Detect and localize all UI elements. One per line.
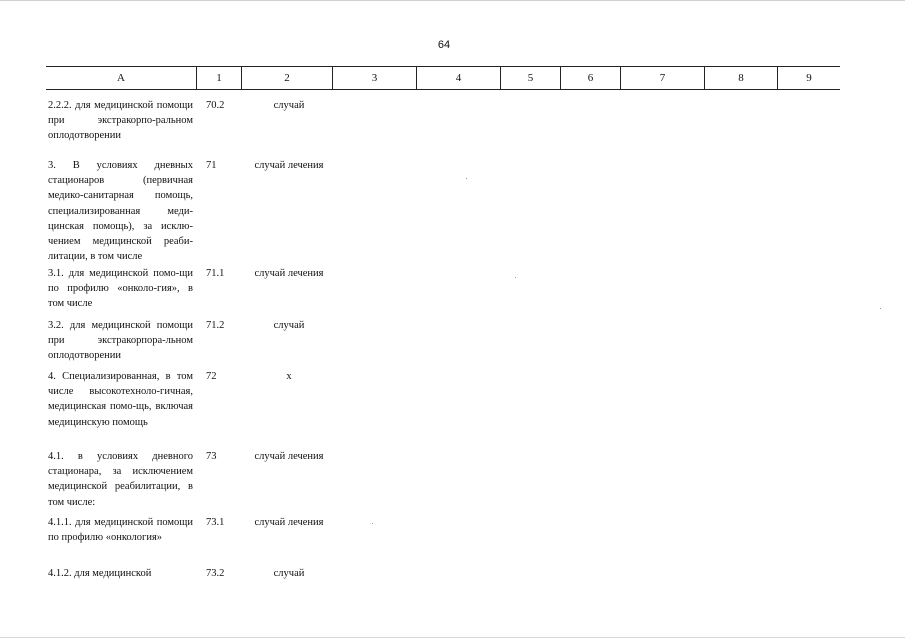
row-code: 71 <box>206 160 217 171</box>
scan-bottom-edge <box>0 637 905 638</box>
row-unit: случай лечения <box>254 517 324 528</box>
row-label: 3.2. для медицинской помощи при экстракорпора-льном оплодотворении <box>48 320 193 362</box>
row-code: 71.2 <box>206 320 225 331</box>
row-label: 4.1.2. для медицинской <box>48 568 152 579</box>
row-unit: x <box>286 371 292 382</box>
header-col-1: 1 <box>197 67 242 89</box>
header-col-3: 3 <box>333 67 417 89</box>
row-label: 3.1. для медицинской помо-щи по профилю «онколо-гия», в том числе <box>48 268 193 310</box>
row-label: 4.1.1. для медицинской помощи по профилю «онкология» <box>48 517 193 544</box>
row-label: 4.1. в условиях дневного стационара, за исключением медицинской реабилитации, в том числе: <box>48 451 193 508</box>
header-col-6: 6 <box>561 67 621 89</box>
row-unit: случай лечения <box>254 160 324 171</box>
header-col-4: 4 <box>417 67 501 89</box>
row-code: 72 <box>206 371 217 382</box>
row-code: 73.2 <box>206 568 225 579</box>
header-col-a: А <box>46 67 197 89</box>
header-col-8: 8 <box>705 67 778 89</box>
page-number: 64 <box>437 39 451 51</box>
scan-speck <box>880 308 881 309</box>
row-code: 71.1 <box>206 268 225 279</box>
scan-speck <box>515 277 516 278</box>
row-code: 73 <box>206 451 217 462</box>
row-code: 70.2 <box>206 100 225 111</box>
row-unit: случай <box>273 100 305 111</box>
scan-speck <box>466 178 467 179</box>
row-label: 3. В условиях дневных стационаров (первичная медико-санитарная помощь, специализированная меди-цинская помощь), за исклю-чением медицинской реаби-литации, в том числе <box>48 160 193 263</box>
row-unit: случай <box>273 568 305 579</box>
row-label: 4. Специализированная, в том числе высокотехноло-гичная, медицинская помо-щь, включая медицинскую помощь <box>48 371 193 428</box>
row-unit: случай лечения <box>254 451 324 462</box>
header-col-2: 2 <box>242 67 333 89</box>
row-code: 73.1 <box>206 517 225 528</box>
table-header <box>46 66 840 90</box>
scan-top-edge <box>0 0 905 1</box>
row-unit: случай лечения <box>254 268 324 279</box>
header-col-5: 5 <box>501 67 561 89</box>
row-label: 2.2.2. для медицинской помощи при экстракорпо-ральном оплодотворении <box>48 100 193 142</box>
header-col-9: 9 <box>806 72 812 84</box>
header-col-7: 7 <box>621 67 705 89</box>
scan-speck <box>372 523 373 524</box>
row-unit: случай <box>273 320 305 331</box>
